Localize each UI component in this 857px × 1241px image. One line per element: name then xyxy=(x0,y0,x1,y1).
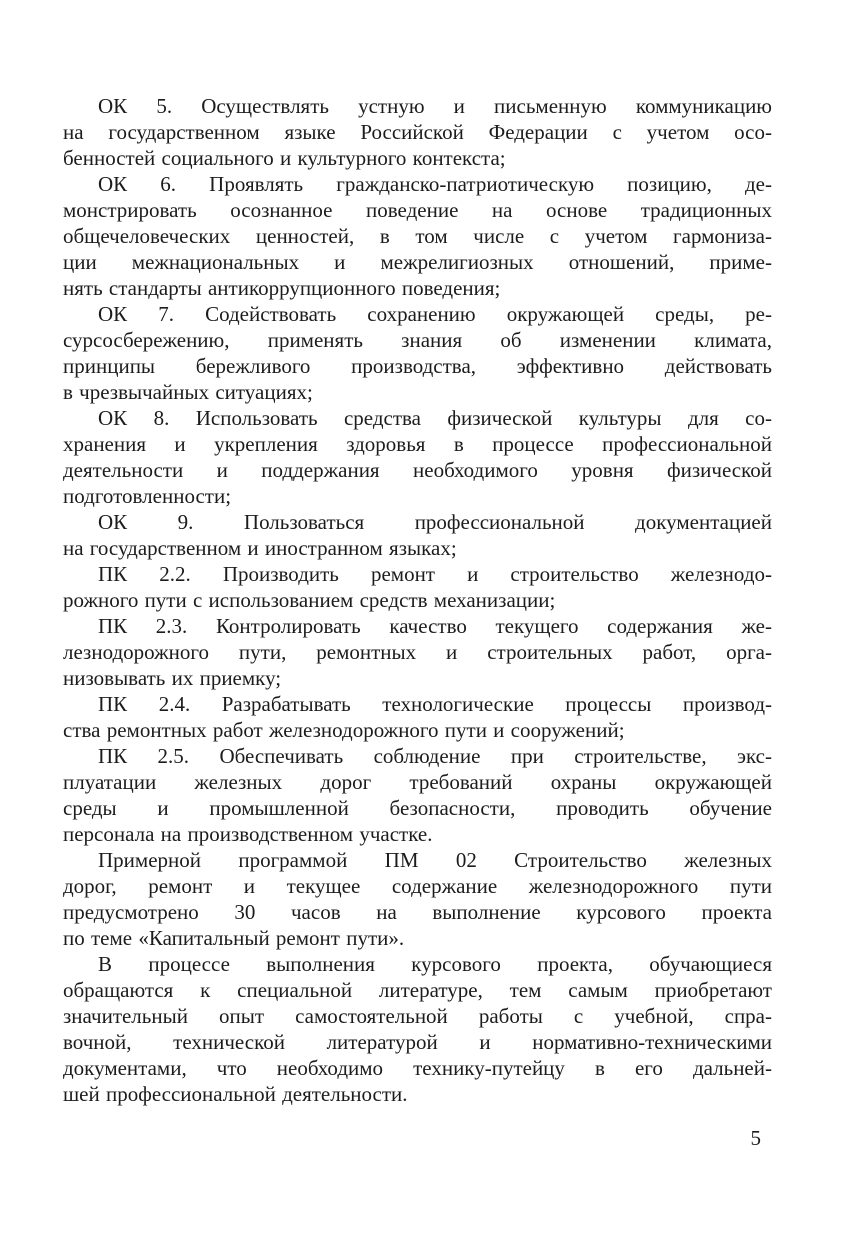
paragraph xyxy=(63,691,772,743)
text-line: Примерной программой ПМ 02 Строительство железных xyxy=(98,848,772,872)
paragraph xyxy=(63,509,772,561)
text-line: ции межнациональных и межрелигиозных отношений, приме- xyxy=(63,250,772,274)
text-line: документами, что необходимо технику-путейцу в его дальней- xyxy=(63,1056,772,1080)
text-line: низовывать их приемку; xyxy=(63,666,282,690)
text-line: сурсосбережению, применять знания об изменении климата, xyxy=(63,328,772,352)
page-number: 5 xyxy=(750,1126,761,1150)
text-line: ства ремонтных работ железнодорожного пути и сооружений; xyxy=(63,718,625,742)
text-line: ПК 2.3. Контролировать качество текущего содержания же- xyxy=(98,614,772,638)
text-line: ПК 2.4. Разрабатывать технологические процессы производ- xyxy=(98,692,772,716)
paragraph xyxy=(63,405,772,509)
text-line: по теме «Капитальный ремонт пути». xyxy=(63,926,405,950)
text-line: лезнодорожного пути, ремонтных и строительных работ, орга- xyxy=(63,640,772,664)
text-line: на государственном языке Российской Федерации с учетом осо- xyxy=(63,120,772,144)
text-line: ОК 9. Пользоваться профессиональной документацией xyxy=(98,510,772,534)
text-line: предусмотрено 30 часов на выполнение курсового проекта xyxy=(63,900,772,924)
paragraph xyxy=(63,561,772,613)
paragraph xyxy=(63,847,772,951)
paragraph xyxy=(63,171,772,301)
text-line: В процессе выполнения курсового проекта, обучающиеся xyxy=(98,952,772,976)
text-line: в чрезвычайных ситуациях; xyxy=(63,380,313,404)
text-column xyxy=(63,93,772,1107)
text-line: вочной, технической литературой и нормативно-техническими xyxy=(63,1030,772,1054)
text-line: шей профессиональной деятельности. xyxy=(63,1082,408,1106)
text-line: ПК 2.5. Обеспечивать соблюдение при строительстве, экс- xyxy=(98,744,772,768)
text-line: ОК 7. Содействовать сохранению окружающей среды, ре- xyxy=(98,302,772,326)
text-line: принципы бережливого производства, эффективно действовать xyxy=(63,354,772,378)
text-line: обращаются к специальной литературе, тем самым приобретают xyxy=(63,978,772,1002)
paragraph xyxy=(63,93,772,171)
text-line: нять стандарты антикоррупционного поведения; xyxy=(63,276,501,300)
text-line: ОК 6. Проявлять гражданско-патриотическую позицию, де- xyxy=(98,172,772,196)
text-line: на государственном и иностранном языках; xyxy=(63,536,457,560)
text-line: ПК 2.2. Производить ремонт и строительство железнодо- xyxy=(98,562,772,586)
text-line: ОК 5. Осуществлять устную и письменную коммуникацию xyxy=(98,94,772,118)
text-line: среды и промышленной безопасности, проводить обучение xyxy=(63,796,772,820)
text-line: ОК 8. Использовать средства физической культуры для со- xyxy=(98,406,772,430)
text-line: бенностей социального и культурного контекста; xyxy=(63,146,506,170)
text-line: плуатации железных дорог требований охраны окружающей xyxy=(63,770,772,794)
text-line: дорог, ремонт и текущее содержание железнодорожного пути xyxy=(63,874,772,898)
paragraph xyxy=(63,743,772,847)
text-line: подготовленности; xyxy=(63,484,232,508)
paragraph xyxy=(63,951,772,1107)
paragraph xyxy=(63,613,772,691)
text-line: персонала на производственном участке. xyxy=(63,822,433,846)
text-line: значительный опыт самостоятельной работы с учебной, спра- xyxy=(63,1004,772,1028)
text-line: деятельности и поддержания необходимого уровня физической xyxy=(63,458,772,482)
text-line: хранения и укрепления здоровья в процессе профессиональной xyxy=(63,432,772,456)
paragraph xyxy=(63,301,772,405)
text-line: общечеловеческих ценностей, в том числе с учетом гармониза- xyxy=(63,224,772,248)
text-line: монстрировать осознанное поведение на основе традиционных xyxy=(63,198,772,222)
text-line: рожного пути с использованием средств механизации; xyxy=(63,588,556,612)
